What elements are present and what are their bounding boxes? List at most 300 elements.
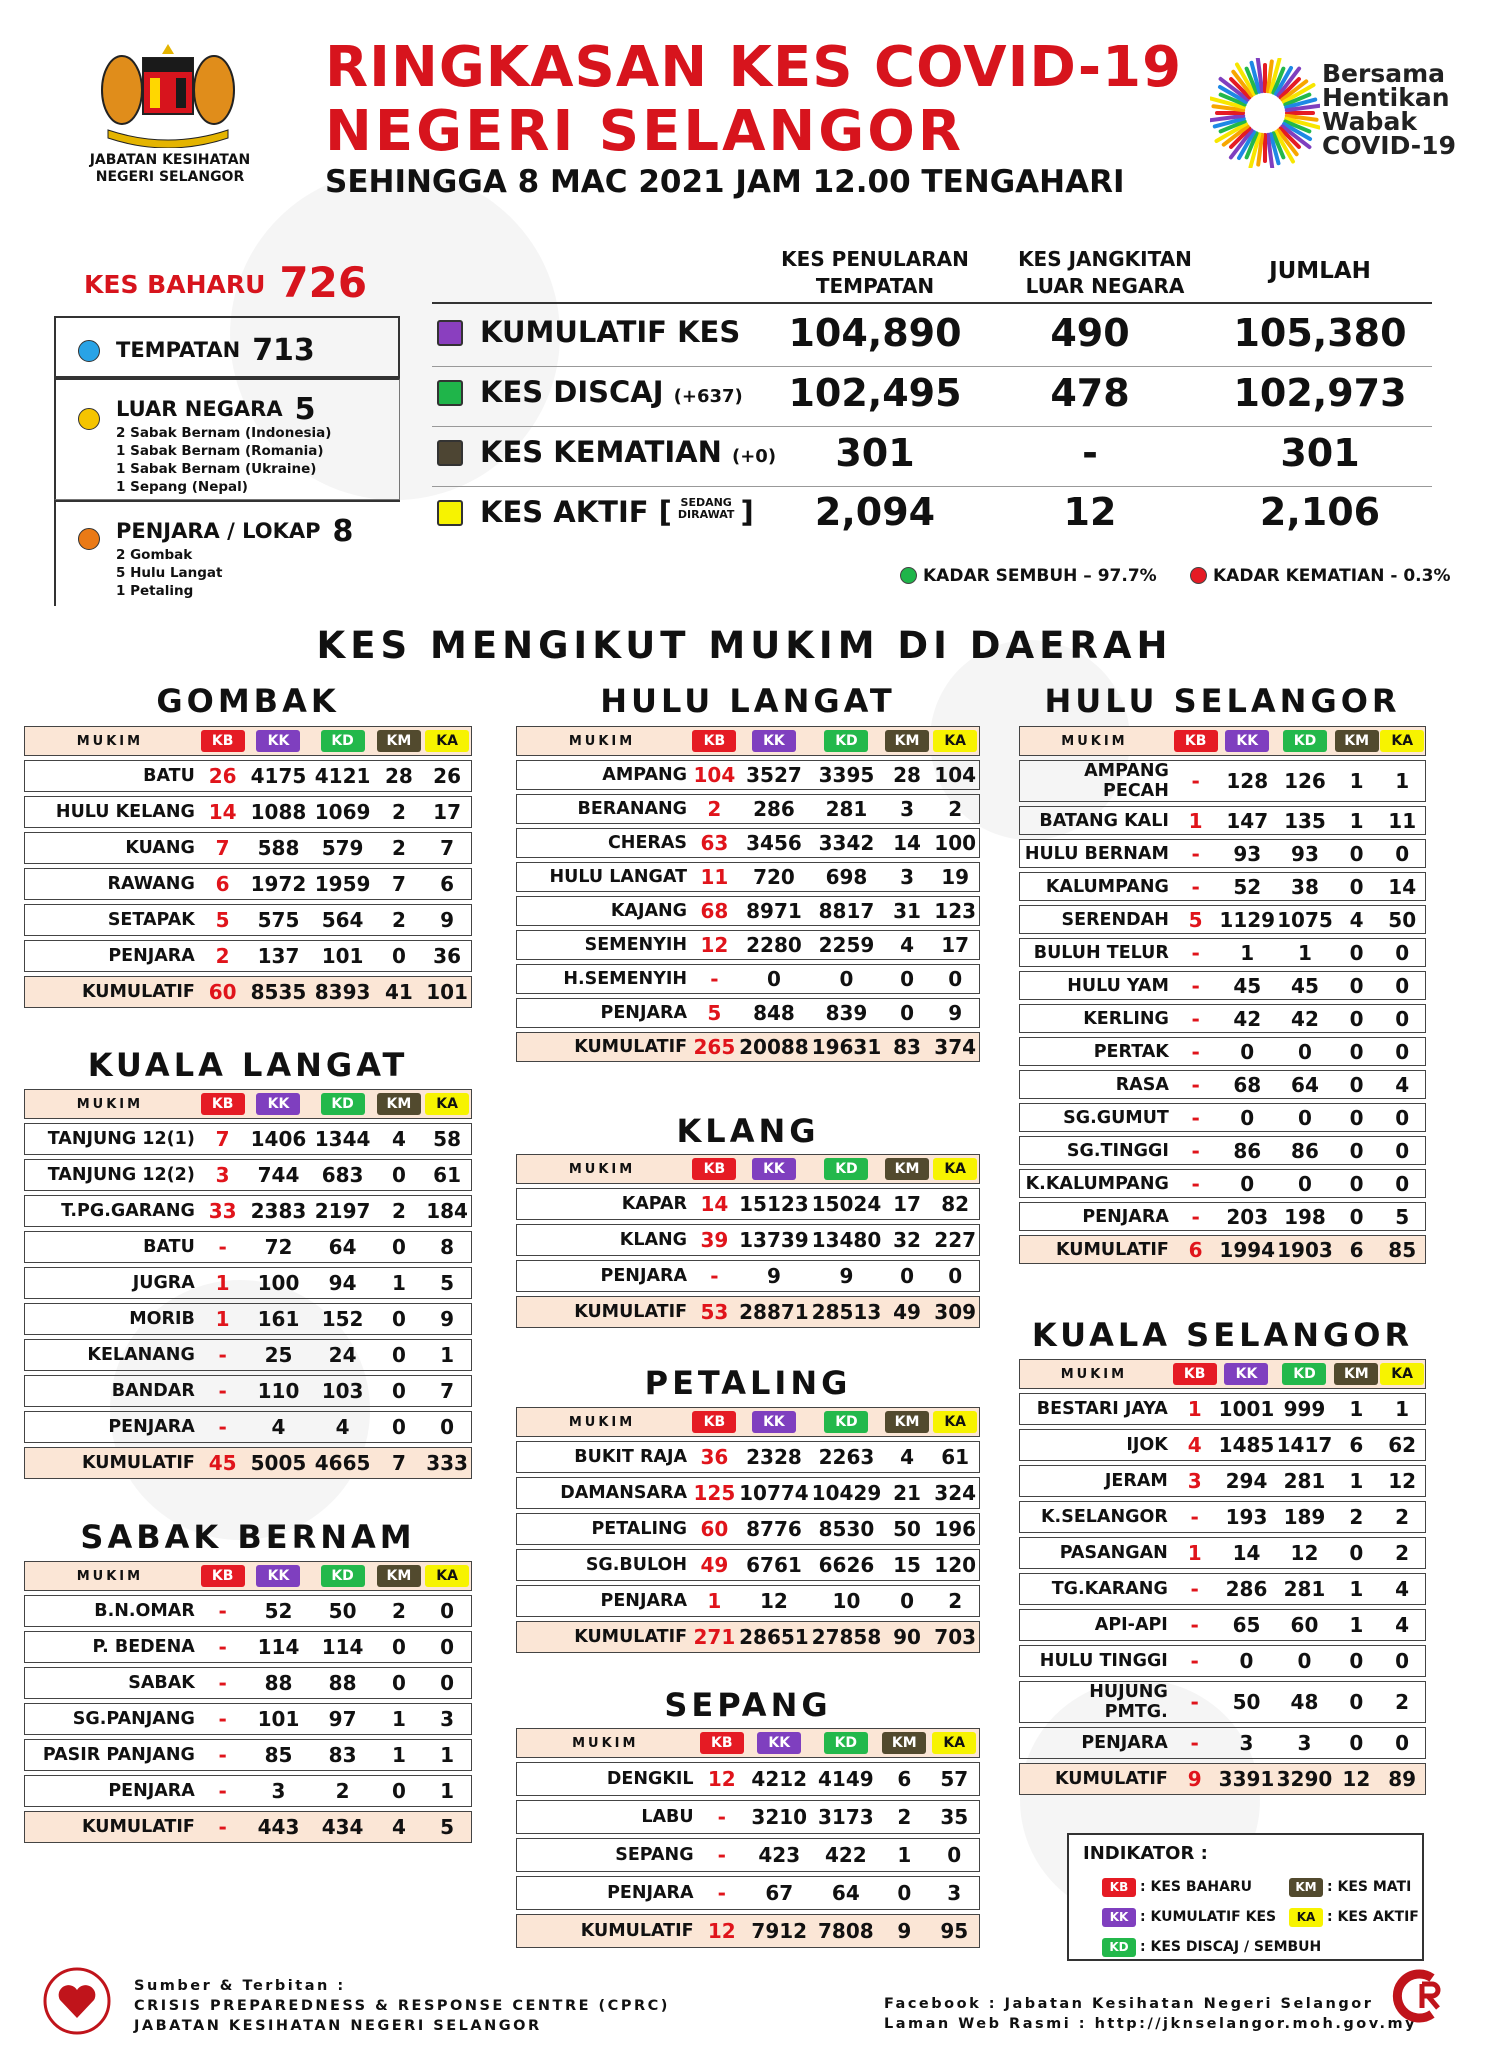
mukim-name-cell: PENJARA <box>24 940 199 972</box>
ka-cell: 123 <box>931 896 980 926</box>
table-header-row <box>516 1728 980 1758</box>
kk-cell: 50 <box>1218 1681 1276 1723</box>
kd-cell: 93 <box>1276 839 1334 868</box>
km-chip: KM <box>377 730 421 752</box>
mukim-name-cell: KUMULATIF <box>24 1447 199 1479</box>
kk-cell: 1972 <box>246 868 310 900</box>
cumulative-row <box>516 1621 980 1653</box>
kb-cell: 9 <box>1172 1763 1218 1795</box>
import-detail: 1 Sabak Bernam (Romania) <box>116 443 324 459</box>
kk-cell: 9 <box>738 1260 811 1292</box>
active-note-line: SEDANG <box>680 496 732 509</box>
campaign-logo-icon <box>1210 58 1320 168</box>
table-row <box>516 1800 980 1834</box>
mukim-name-cell: K.KALUMPANG <box>1019 1169 1173 1198</box>
facebook-link[interactable]: Facebook : Jabatan Kesihatan Negeri Selangor <box>884 1996 1374 2012</box>
kb-cell: 11 <box>691 862 738 892</box>
mukim-name-cell: PASIR PANJANG <box>24 1739 199 1771</box>
kd-cell: 50 <box>311 1595 375 1627</box>
new-cases-value: 726 <box>279 258 368 307</box>
km-chip: KM <box>885 730 929 752</box>
table-row <box>516 1876 980 1910</box>
summary-label-text: KUMULATIF KES <box>480 315 741 349</box>
summary-divider <box>432 486 1432 487</box>
kk-chip: KK <box>1224 1363 1268 1385</box>
cumulative-row <box>516 1914 980 1948</box>
kk-cell: 15123 <box>738 1188 811 1220</box>
mukim-name-cell: T.PG.GARANG <box>24 1195 199 1227</box>
kb-cell: - <box>1173 1004 1219 1033</box>
ka-chip: KA <box>1380 730 1424 752</box>
ka-cell: 89 <box>1379 1763 1426 1795</box>
kd-cell: 281 <box>810 794 883 824</box>
kk-cell: 86 <box>1218 1136 1276 1165</box>
header-cell <box>810 726 883 756</box>
km-cell: 15 <box>883 1549 932 1581</box>
summary-col-local <box>760 246 990 300</box>
kd-cell: 3395 <box>810 760 883 790</box>
kk-cell: 4175 <box>246 760 310 792</box>
ka-cell: 17 <box>423 796 472 828</box>
ka-chip: KA <box>932 1732 976 1754</box>
mukim-name-cell: SG.PANJANG <box>24 1703 199 1735</box>
table-row <box>1019 1681 1426 1723</box>
kd-cell: 0 <box>1276 1103 1334 1132</box>
table-row <box>516 1188 980 1220</box>
kd-cell: 4 <box>311 1411 375 1443</box>
district-name: HULU SELANGOR <box>1044 682 1401 720</box>
ka-chip: KA <box>1380 1363 1424 1385</box>
table-row <box>516 998 980 1028</box>
table-row <box>1019 1103 1426 1132</box>
km-cell: 4 <box>883 1441 932 1473</box>
mukim-name-cell: BATU <box>24 1231 199 1263</box>
kk-cell: 3 <box>1218 1727 1276 1759</box>
kk-cell: 28651 <box>738 1621 811 1653</box>
table-row <box>1019 1202 1426 1231</box>
kb-chip: KB <box>201 1093 245 1115</box>
kk-cell: 744 <box>246 1159 310 1191</box>
prison-value: 8 <box>332 514 354 549</box>
table-row <box>24 796 472 828</box>
mukim-name-cell: SG.TINGGI <box>1019 1136 1173 1165</box>
kb-cell: - <box>1173 938 1219 967</box>
ka-cell: 62 <box>1379 1429 1426 1461</box>
kb-cell: - <box>1173 1136 1219 1165</box>
kk-cell: 3391 <box>1218 1763 1276 1795</box>
kk-chip: KK <box>256 1093 300 1115</box>
kk-chip: KK <box>752 730 796 752</box>
header-cell <box>1172 1359 1218 1389</box>
kd-chip: KD <box>1283 730 1327 752</box>
mukim-name-cell: SETAPAK <box>24 904 199 936</box>
header-cell <box>423 726 472 756</box>
kd-cell: 1075 <box>1276 905 1334 934</box>
kb-cell: 1 <box>199 1303 247 1335</box>
ka-cell: 50 <box>1379 905 1426 934</box>
new-cases-label: KES BAHARU <box>84 270 266 299</box>
table-row <box>1019 1136 1426 1165</box>
header-cell <box>738 1407 811 1437</box>
kb-cell: - <box>1173 1202 1219 1231</box>
header-cell <box>375 726 424 756</box>
kd-cell: 1903 <box>1276 1235 1334 1264</box>
kb-cell: - <box>698 1876 746 1910</box>
cumulative-row <box>24 1811 472 1843</box>
kd-cell: 8393 <box>311 976 375 1008</box>
death-rate <box>1190 566 1451 586</box>
kd-cell: 1069 <box>311 796 375 828</box>
header-cell: MUKIM <box>24 726 199 756</box>
indicator-kd <box>1102 1938 1321 1957</box>
mukim-name-cell: PENJARA <box>516 1585 691 1617</box>
prison-label: PENJARA / LOKAP <box>116 519 321 543</box>
ka-cell: 0 <box>930 1838 980 1872</box>
kk-cell: 3527 <box>738 760 811 790</box>
km-chip: KM <box>377 1565 421 1587</box>
km-cell: 32 <box>883 1224 932 1256</box>
table-row <box>24 1159 472 1191</box>
ka-cell: 374 <box>931 1032 980 1062</box>
import-detail: 1 Sepang (Nepal) <box>116 479 248 495</box>
ka-cell: 5 <box>423 1811 472 1843</box>
table-row <box>516 1762 980 1796</box>
kd-cell: 579 <box>311 832 375 864</box>
ka-cell: 2 <box>1379 1501 1426 1533</box>
ka-cell: 9 <box>931 998 980 1028</box>
header-cell <box>1276 726 1334 756</box>
mukim-name-cell: SERENDAH <box>1019 905 1173 934</box>
kd-cell: 10429 <box>810 1477 883 1509</box>
mukim-name-cell: KUMULATIF <box>24 976 199 1008</box>
indicator-km <box>1289 1878 1411 1897</box>
header-cell <box>879 1728 929 1758</box>
table-row <box>1019 1727 1426 1759</box>
mukim-name-cell: KUMULATIF <box>516 1296 691 1328</box>
km-cell: 0 <box>1334 938 1380 967</box>
district-name: KUALA LANGAT <box>87 1046 409 1084</box>
kd-cell: 1344 <box>311 1123 375 1155</box>
table-row <box>24 1123 472 1155</box>
table-row <box>516 760 980 790</box>
mukim-name-cell: HULU TINGGI <box>1019 1645 1172 1677</box>
table-row <box>516 1513 980 1545</box>
kk-cell: 1088 <box>246 796 310 828</box>
district-name: KUALA SELANGOR <box>1031 1316 1414 1354</box>
kk-cell: 848 <box>738 998 811 1028</box>
kb-cell: 3 <box>199 1159 247 1191</box>
km-chip: KM <box>1335 730 1379 752</box>
km-cell: 0 <box>375 1339 424 1371</box>
kk-cell: 128 <box>1218 760 1276 802</box>
km-cell: 0 <box>1334 1169 1380 1198</box>
table-row <box>1019 1645 1426 1677</box>
kk-chip: KK <box>752 1411 796 1433</box>
slogan-line: Hentikan <box>1322 83 1450 112</box>
table-row <box>1019 1169 1426 1198</box>
district-table <box>24 1557 472 1847</box>
kk-chip: KK <box>757 1732 801 1754</box>
district-table <box>516 1724 980 1952</box>
kb-cell: - <box>1173 1103 1219 1132</box>
ka-cell: 4 <box>1379 1573 1426 1605</box>
kd-cell: 3173 <box>813 1800 880 1834</box>
km-cell: 1 <box>879 1838 929 1872</box>
header-cell: MUKIM <box>516 1407 691 1437</box>
kk-cell: 5005 <box>246 1447 310 1479</box>
district-table <box>24 722 472 1012</box>
ka-cell: 6 <box>423 868 472 900</box>
campaign-slogan <box>1322 59 1456 160</box>
import-detail: 2 Sabak Bernam (Indonesia) <box>116 425 332 441</box>
table-row <box>1019 905 1426 934</box>
header-cell <box>311 1561 375 1591</box>
km-cell: 0 <box>375 1303 424 1335</box>
kk-cell: 193 <box>1218 1501 1276 1533</box>
km-cell: 0 <box>1334 1136 1380 1165</box>
kb-cell: - <box>199 1739 247 1771</box>
mukim-name-cell: BERANANG <box>516 794 691 824</box>
ka-cell: 227 <box>931 1224 980 1256</box>
header-cell <box>810 1154 883 1184</box>
table-row <box>516 862 980 892</box>
table-row <box>24 1267 472 1299</box>
ka-chip: KA <box>933 730 977 752</box>
kd-cell: 839 <box>810 998 883 1028</box>
header-cell <box>375 1089 424 1119</box>
kb-chip: KB <box>201 730 245 752</box>
kd-chip: KD <box>1282 1363 1326 1385</box>
district-table <box>1019 1355 1426 1799</box>
kk-cell: 28871 <box>738 1296 811 1328</box>
mukim-name-cell: TANJUNG 12(2) <box>24 1159 199 1191</box>
km-chip: KM <box>885 1158 929 1180</box>
km-cell: 0 <box>1334 971 1380 1000</box>
km-cell: 0 <box>1334 872 1380 901</box>
summary-label-extra: ] <box>740 495 754 529</box>
ka-cell: 1 <box>1379 760 1426 802</box>
ka-cell: 2 <box>1379 1681 1426 1723</box>
import-details <box>116 424 331 496</box>
ka-cell: 2 <box>931 794 980 824</box>
kb-cell: 63 <box>691 828 738 858</box>
section-title: KES MENGIKUT MUKIM DI DAERAH <box>316 624 1173 667</box>
blue-dot-icon <box>78 340 100 362</box>
kk-cell: 45 <box>1218 971 1276 1000</box>
summary-label-text: KES KEMATIAN <box>480 435 722 469</box>
table-header-row <box>24 1561 472 1591</box>
col-head-line: KES PENULARAN <box>781 247 969 271</box>
mukim-name-cell: AMPANG PECAH <box>1019 760 1173 802</box>
header-cell: MUKIM <box>24 1561 199 1591</box>
kk-cell: 2280 <box>738 930 811 960</box>
mukim-name-cell: H.SEMENYIH <box>516 964 691 994</box>
kb-chip: KB <box>201 1565 245 1587</box>
table-row <box>24 760 472 792</box>
kk-cell: 575 <box>246 904 310 936</box>
mukim-name-cell: RAWANG <box>24 868 199 900</box>
mukim-name-cell: DAMANSARA <box>516 1477 691 1509</box>
kd-cell: 8530 <box>810 1513 883 1545</box>
ka-cell: 57 <box>930 1762 980 1796</box>
mukim-name-cell: PERTAK <box>1019 1037 1173 1066</box>
kb-cell: - <box>199 1811 247 1843</box>
kb-cell: 2 <box>691 794 738 824</box>
table-row <box>1019 1537 1426 1569</box>
summary-value: 301 <box>1280 431 1360 475</box>
mukim-name-cell: JUGRA <box>24 1267 199 1299</box>
kb-cell: - <box>1173 971 1219 1000</box>
active-note-line: DIRAWAT <box>677 508 735 521</box>
header-cell <box>883 1407 932 1437</box>
kb-cell: - <box>1172 1645 1218 1677</box>
kb-cell: 4 <box>1172 1429 1218 1461</box>
page-title <box>325 36 1182 164</box>
kb-cell: - <box>1172 1681 1218 1723</box>
district-table <box>24 1085 472 1483</box>
kb-cell: - <box>199 1339 247 1371</box>
header-cell <box>810 1407 883 1437</box>
kd-cell: 97 <box>311 1703 375 1735</box>
indicator-legend <box>1067 1833 1424 1961</box>
mukim-name-cell: KAJANG <box>516 896 691 926</box>
kd-cell: 8817 <box>810 896 883 926</box>
kd-cell: 60 <box>1275 1609 1333 1641</box>
ka-cell: 5 <box>423 1267 472 1299</box>
table-row <box>24 1411 472 1443</box>
ka-cell: 0 <box>1379 1136 1426 1165</box>
km-cell: 0 <box>375 1375 424 1407</box>
km-cell: 0 <box>883 964 932 994</box>
kk-cell: 52 <box>1218 872 1276 901</box>
kd-cell: 48 <box>1275 1681 1333 1723</box>
kd-chip: KD <box>321 1093 365 1115</box>
km-cell: 2 <box>1333 1501 1379 1533</box>
summary-swatch <box>437 500 463 526</box>
ka-chip: KA <box>425 1565 469 1587</box>
header-cell <box>311 726 375 756</box>
kd-chip: KD <box>824 730 868 752</box>
km-cell: 0 <box>375 1231 424 1263</box>
mukim-name-cell: KAPAR <box>516 1188 691 1220</box>
header-cell <box>246 726 310 756</box>
import-value: 5 <box>294 392 316 427</box>
ka-cell: 35 <box>930 1800 980 1834</box>
ka-cell: 0 <box>423 1667 472 1699</box>
km-cell: 6 <box>1334 1235 1380 1264</box>
kb-cell: - <box>199 1703 247 1735</box>
mukim-name-cell: KUMULATIF <box>516 1621 691 1653</box>
table-row <box>1019 872 1426 901</box>
kd-cell: 3 <box>1275 1727 1333 1759</box>
mukim-name-cell: BUKIT RAJA <box>516 1441 691 1473</box>
km-cell: 50 <box>883 1513 932 1545</box>
kk-cell: 203 <box>1218 1202 1276 1231</box>
mukim-name-cell: KUMULATIF <box>516 1032 691 1062</box>
kd-cell: 2259 <box>810 930 883 960</box>
kd-cell: 135 <box>1276 806 1334 835</box>
kb-cell: 1 <box>199 1267 247 1299</box>
km-cell: 7 <box>375 868 424 900</box>
km-cell: 28 <box>883 760 932 790</box>
footer-source <box>134 1976 670 2036</box>
indicator-km-text: : KES MATI <box>1327 1879 1412 1895</box>
import-cases <box>116 392 315 427</box>
table-row <box>1019 1429 1426 1461</box>
prison-cases <box>116 514 353 549</box>
indicator-kb <box>1102 1878 1252 1897</box>
km-cell: 0 <box>1334 1103 1380 1132</box>
indicator-kd-text: : KES DISCAJ / SEMBUH <box>1140 1939 1322 1955</box>
kb-cell: 68 <box>691 896 738 926</box>
km-cell: 0 <box>1334 1004 1380 1033</box>
table-row <box>24 1303 472 1335</box>
ka-cell: 120 <box>931 1549 980 1581</box>
mukim-name-cell: PENJARA <box>24 1411 199 1443</box>
header-cell <box>738 1154 811 1184</box>
indicator-ka-text: : KES AKTIF <box>1327 1909 1419 1925</box>
header-cell: MUKIM <box>516 1728 698 1758</box>
summary-value: - <box>1082 431 1098 475</box>
kk-cell: 1406 <box>246 1123 310 1155</box>
km-cell: 0 <box>375 1775 424 1807</box>
kk-cell: 161 <box>246 1303 310 1335</box>
km-cell: 6 <box>879 1762 929 1796</box>
km-cell: 1 <box>1333 1573 1379 1605</box>
kd-cell: 152 <box>311 1303 375 1335</box>
kk-cell: 20088 <box>738 1032 811 1062</box>
table-row <box>24 1195 472 1227</box>
km-cell: 0 <box>883 1260 932 1292</box>
header-cell <box>246 1561 310 1591</box>
mukim-name-cell: MORIB <box>24 1303 199 1335</box>
kb-cell: - <box>691 1260 738 1292</box>
district-name: KLANG <box>676 1112 820 1150</box>
kk-cell: 7912 <box>746 1914 813 1948</box>
table-header-row <box>24 1089 472 1119</box>
website-link[interactable]: Laman Web Rasmi : http://jknselangor.moh.gov.my <box>884 2016 1418 2032</box>
ka-cell: 11 <box>1379 806 1426 835</box>
ka-cell: 333 <box>423 1447 472 1479</box>
kd-chip: KD <box>824 1411 868 1433</box>
kk-cell: 67 <box>746 1876 813 1910</box>
kd-cell: 83 <box>311 1739 375 1771</box>
kd-cell: 28513 <box>810 1296 883 1328</box>
table-row <box>516 1477 980 1509</box>
summary-label-extra: (+0) <box>732 446 777 467</box>
kk-cell: 720 <box>738 862 811 892</box>
kb-cell: 45 <box>199 1447 247 1479</box>
footer-line: Sumber & Terbitan : <box>134 1978 346 1994</box>
kb-cell: 5 <box>691 998 738 1028</box>
kd-cell: 6626 <box>810 1549 883 1581</box>
slogan-line: Bersama <box>1322 59 1446 88</box>
district-table <box>1019 722 1426 1268</box>
kb-cell: 60 <box>199 976 247 1008</box>
kd-cell: 1 <box>1276 938 1334 967</box>
kb-cell: 5 <box>199 904 247 936</box>
table-row <box>516 896 980 926</box>
kk-cell: 1 <box>1218 938 1276 967</box>
summary-col-import <box>990 246 1220 300</box>
table-header-row <box>24 726 472 756</box>
ka-cell: 0 <box>931 1260 980 1292</box>
ka-cell: 3 <box>423 1703 472 1735</box>
mukim-name-cell: HULU BERNAM <box>1019 839 1173 868</box>
kd-cell: 19631 <box>810 1032 883 1062</box>
cumulative-row <box>516 1032 980 1062</box>
kk-cell: 4 <box>246 1411 310 1443</box>
